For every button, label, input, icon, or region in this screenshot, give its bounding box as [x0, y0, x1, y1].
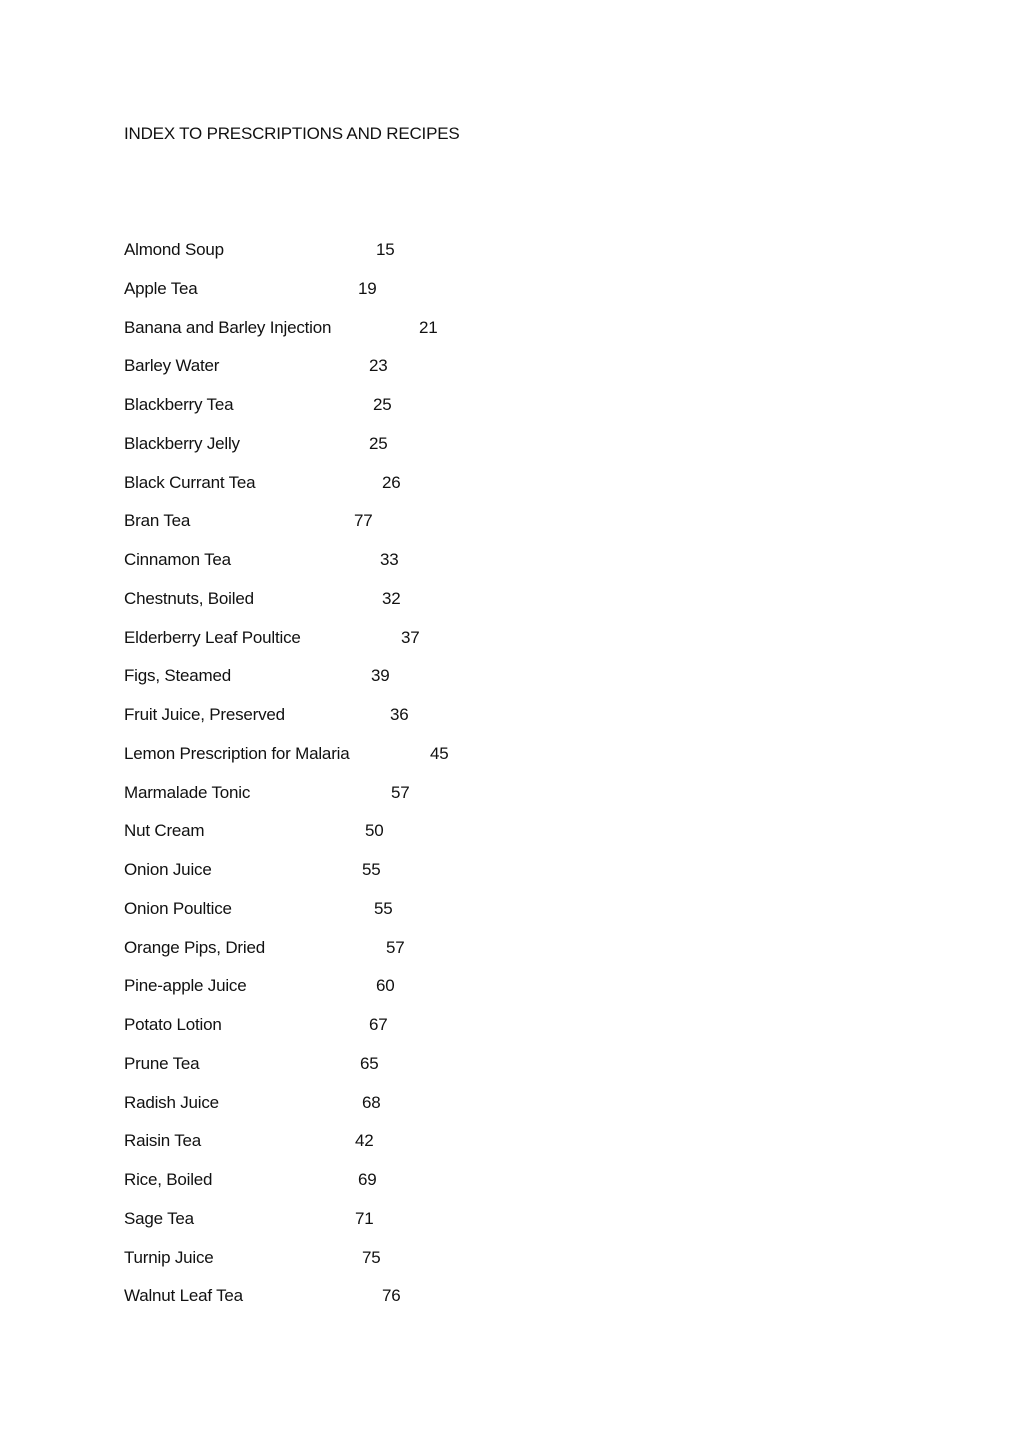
entry-name: Onion Juice [124, 860, 212, 879]
entry-name: Pine-apple Juice [124, 976, 247, 996]
entry-page-number: 19 [358, 278, 377, 298]
index-entry [124, 1209, 624, 1248]
index-entry [124, 666, 624, 705]
entry-name: Prune Tea [124, 1053, 200, 1073]
index-entry [124, 589, 624, 628]
entry-page-number: 77 [354, 511, 373, 531]
entry-name: Marmalade Tonic [124, 782, 251, 802]
entry-name: Orange Pips, Dried [124, 937, 265, 957]
entry-name: Rice, Boiled [124, 1170, 213, 1189]
entry-name: Nut Cream [124, 821, 205, 841]
entry-name: Onion Poultice [124, 898, 232, 918]
entry-page-number: 50 [365, 821, 384, 841]
index-entry [124, 473, 624, 512]
index-entry [124, 628, 624, 667]
entry-page-number: 60 [376, 976, 395, 996]
index-entry [124, 899, 624, 938]
entry-name: Elderberry Leaf Poultice [124, 627, 301, 647]
index-entry [124, 395, 624, 434]
entry-page-number: 32 [382, 588, 401, 608]
index-entry [124, 938, 624, 977]
entry-page-number: 25 [369, 433, 388, 453]
index-entry [124, 783, 624, 822]
entry-page-number: 21 [419, 317, 438, 337]
entry-name: Cinnamon Tea [124, 550, 231, 569]
index-entry [124, 744, 624, 783]
entry-page-number: 26 [382, 472, 401, 492]
index-entry [124, 976, 624, 1015]
entry-page-number: 69 [358, 1170, 377, 1189]
entry-page-number: 42 [355, 1131, 374, 1151]
index-entry [124, 1131, 624, 1170]
entry-page-number: 37 [401, 627, 420, 647]
index-entry [124, 1286, 624, 1325]
entry-name: Lemon Prescription for Malaria [124, 743, 350, 763]
entry-name: Figs, Steamed [124, 666, 232, 686]
index-entry [124, 1054, 624, 1093]
entry-page-number: 23 [369, 356, 388, 376]
entry-name: Radish Juice [124, 1092, 219, 1112]
index-entry [124, 279, 624, 318]
index-entry [124, 1248, 624, 1287]
entry-name: Banana and Barley Injection [124, 317, 332, 337]
index-entry [124, 1170, 624, 1209]
index-entry [124, 240, 624, 279]
entry-name: Raisin Tea [124, 1131, 202, 1151]
entry-name: Almond Soup [124, 240, 224, 259]
entry-name: Barley Water [124, 356, 220, 376]
index-entry [124, 550, 624, 589]
page-title: INDEX TO PRESCRIPTIONS AND RECIPES [124, 124, 460, 143]
entry-page-number: 55 [362, 860, 381, 879]
entry-page-number: 75 [362, 1247, 381, 1267]
entry-page-number: 55 [374, 898, 393, 918]
entry-name: Blackberry Jelly [124, 433, 240, 453]
index-entry [124, 1093, 624, 1132]
entry-name: Turnip Juice [124, 1247, 214, 1267]
index-entry [124, 1015, 624, 1054]
entry-name: Potato Lotion [124, 1015, 222, 1034]
entry-name: Apple Tea [124, 278, 198, 298]
index-entry [124, 356, 624, 395]
entry-page-number: 33 [380, 550, 399, 569]
entry-name: Black Currant Tea [124, 472, 256, 492]
entry-page-number: 45 [430, 743, 449, 763]
entry-name: Bran Tea [124, 511, 191, 531]
entry-page-number: 71 [355, 1208, 374, 1228]
entry-page-number: 76 [382, 1286, 401, 1306]
entry-page-number: 39 [371, 666, 390, 686]
entry-page-number: 68 [362, 1092, 381, 1112]
entry-page-number: 57 [391, 782, 410, 802]
entry-page-number: 15 [376, 240, 395, 259]
entry-page-number: 36 [390, 705, 409, 724]
entry-page-number: 65 [360, 1053, 379, 1073]
entry-name: Fruit Juice, Preserved [124, 705, 285, 724]
index-entry [124, 705, 624, 744]
entry-name: Walnut Leaf Tea [124, 1286, 243, 1306]
index-entry [124, 821, 624, 860]
index-entry [124, 511, 624, 550]
entry-page-number: 67 [369, 1015, 388, 1034]
index-entry [124, 318, 624, 357]
index-entry [124, 860, 624, 899]
index-list [124, 240, 624, 1325]
entry-name: Sage Tea [124, 1208, 194, 1228]
entry-page-number: 25 [373, 395, 392, 414]
entry-name: Blackberry Tea [124, 395, 234, 414]
index-entry [124, 434, 624, 473]
entry-page-number: 57 [386, 937, 405, 957]
entry-name: Chestnuts, Boiled [124, 588, 254, 608]
